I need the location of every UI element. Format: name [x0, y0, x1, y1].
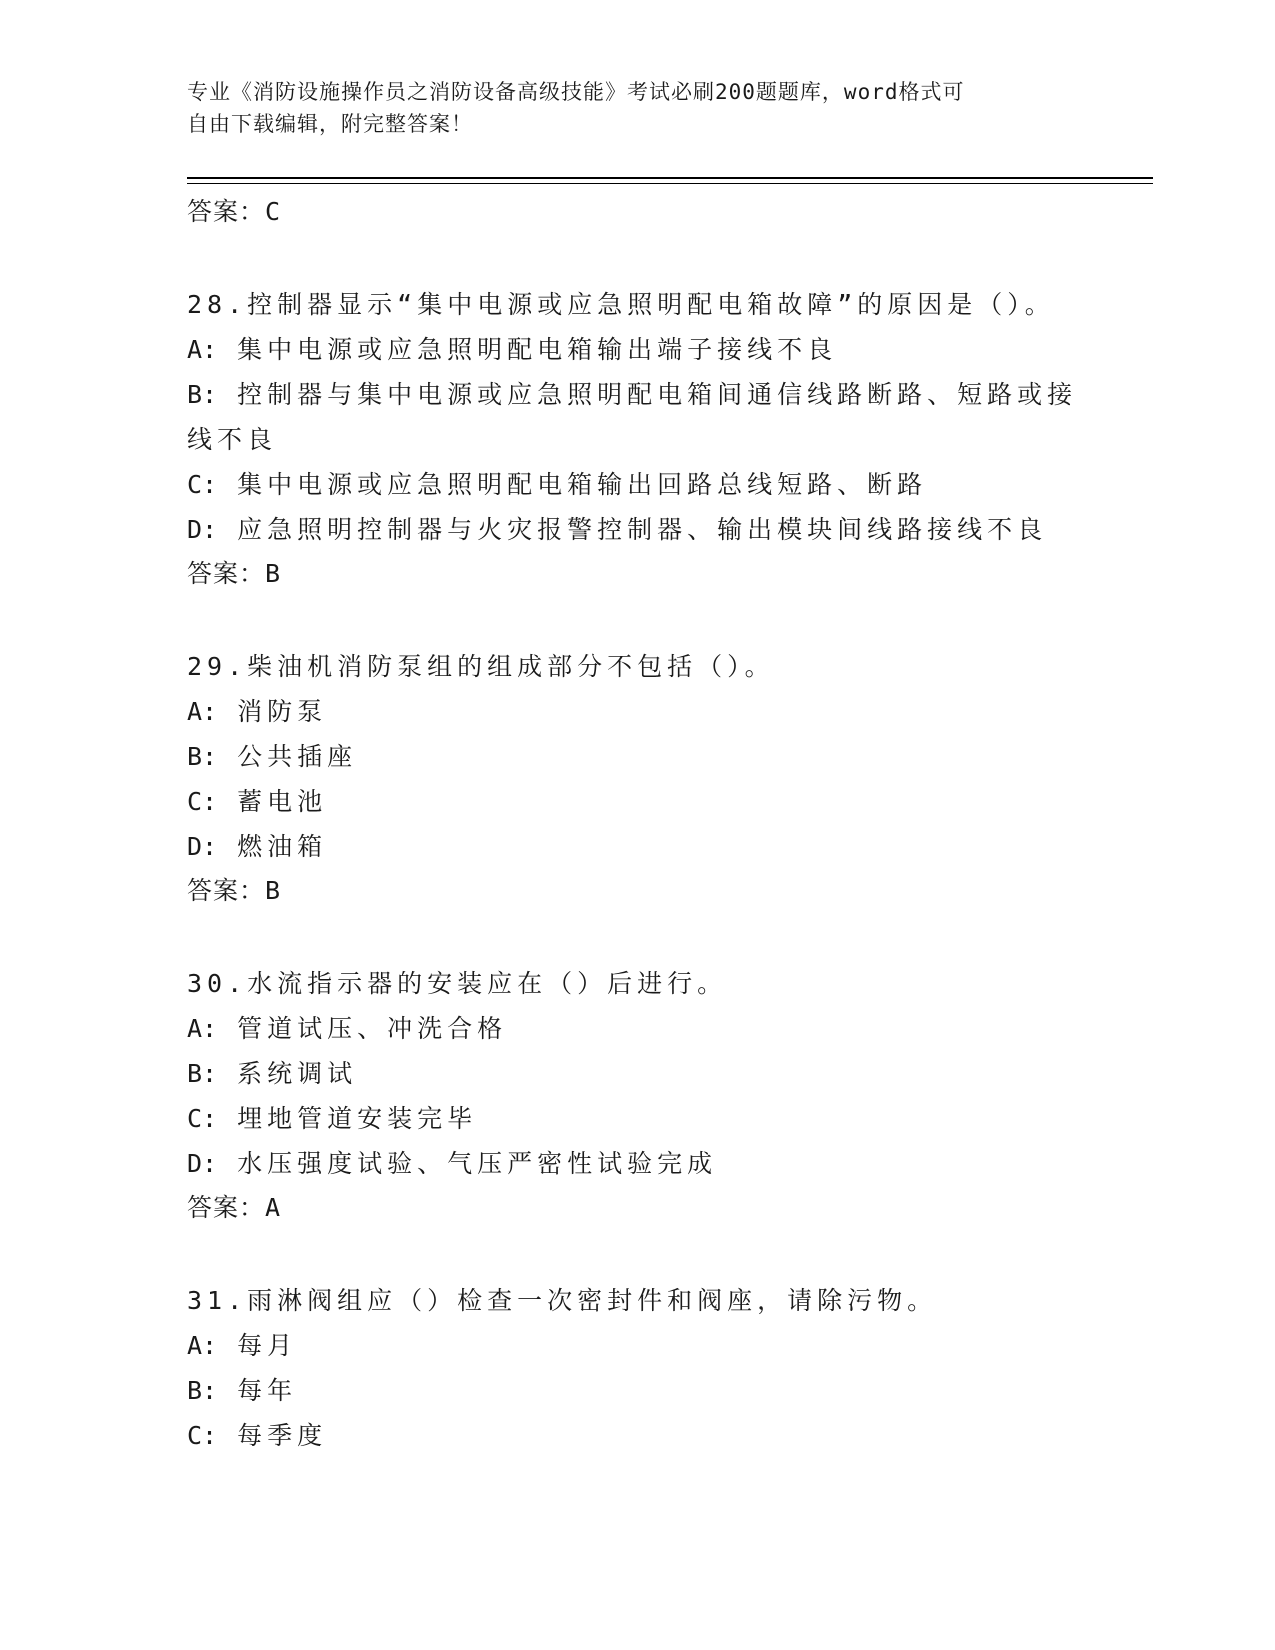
option-c: C: 蓄电池	[187, 787, 328, 816]
header-rule-thin	[187, 183, 1153, 184]
question-stem: 28.控制器显示“集中电源或应急照明配电箱故障”的原因是（）。	[187, 290, 1055, 319]
answer-value: B	[265, 559, 282, 588]
option-b: B: 控制器与集中电源或应急照明配电箱间通信线路断路、短路或接线不良	[187, 380, 1078, 454]
answer-prefix: 答案：	[187, 197, 266, 226]
answer-value: C	[265, 197, 282, 226]
answer-line: 答案：B	[187, 559, 282, 588]
option-d: D: 应急照明控制器与火灾报警控制器、输出模块间线路接线不良	[187, 515, 1048, 544]
option-a: A: 集中电源或应急照明配电箱输出端子接线不良	[187, 335, 838, 364]
header-line-2: 自由下载编辑，附完整答案！	[187, 112, 473, 136]
option-a: A: 消防泵	[187, 697, 328, 726]
question-list	[187, 190, 1087, 1458]
answer-value: B	[265, 876, 282, 905]
answer-line: 答案：B	[187, 876, 282, 905]
answer-line	[187, 190, 1087, 234]
option-a: A: 管道试压、冲洗合格	[187, 1014, 508, 1043]
option-c: C: 集中电源或应急照明配电箱输出回路总线短路、断路	[187, 470, 928, 499]
header-line-1: 专业《消防设施操作员之消防设备高级技能》考试必刷200题题库，word格式可	[187, 80, 965, 104]
question-stem: 29.柴油机消防泵组的组成部分不包括（）。	[187, 652, 775, 681]
option-d: D: 水压强度试验、气压严密性试验完成	[187, 1149, 718, 1178]
option-b: B: 每年	[187, 1376, 298, 1405]
answer-value: A	[265, 1193, 282, 1222]
answer-line: 答案：A	[187, 1193, 282, 1222]
option-a: A: 每月	[187, 1331, 298, 1360]
option-c: C: 每季度	[187, 1421, 328, 1450]
question-stem: 31.雨淋阀组应（）检查一次密封件和阀座，请除污物。	[187, 1286, 938, 1315]
question-block	[187, 282, 1087, 596]
document-header	[187, 76, 1067, 140]
option-d: D: 燃油箱	[187, 832, 328, 861]
header-rule-thick	[187, 177, 1153, 179]
question-block	[187, 1278, 1087, 1458]
option-c: C: 埋地管道安装完毕	[187, 1104, 478, 1133]
option-b: B: 系统调试	[187, 1059, 358, 1088]
question-stem: 30.水流指示器的安装应在（）后进行。	[187, 969, 728, 998]
question-block	[187, 644, 1087, 913]
option-b: B: 公共插座	[187, 742, 358, 771]
question-block	[187, 961, 1087, 1230]
